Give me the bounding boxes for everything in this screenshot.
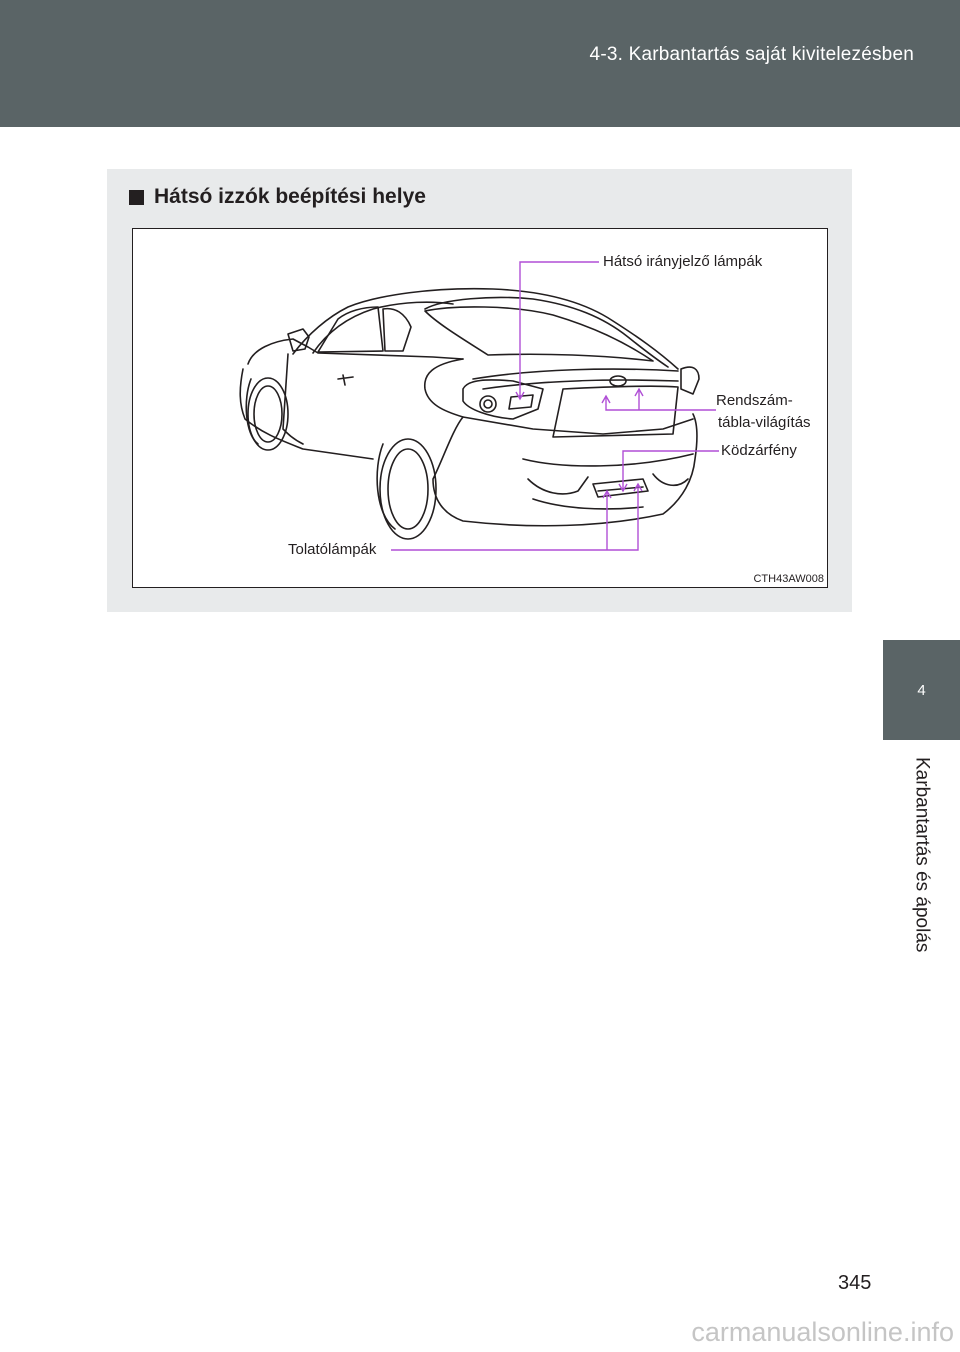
watermark: carmanualsonline.info: [691, 1317, 954, 1347]
callout-reverse-lights: Tolatólámpák: [288, 541, 377, 558]
square-bullet-icon: [129, 190, 144, 205]
callout-fog-light: Ködzárfény: [721, 442, 797, 459]
header-bar: [0, 0, 960, 127]
page-number: 345: [838, 1272, 872, 1294]
chapter-label-text: Karbantartás és ápolás: [911, 757, 933, 953]
figure-code: CTH43AW008: [753, 573, 824, 585]
callout-license-plate-line2: tábla-világítás: [718, 414, 811, 431]
chapter-tab[interactable]: [883, 640, 960, 740]
callout-license-plate-line1: Rendszám-: [716, 392, 793, 409]
chapter-tab-number: 4: [917, 682, 926, 699]
section-heading: [129, 185, 426, 209]
section-title: Hátsó izzók beépítési helye: [154, 185, 426, 208]
rear-bulb-figure: [132, 228, 828, 588]
section-box: [107, 169, 852, 612]
header-title: 4-3. Karbantartás saját kivitelezésben: [589, 44, 914, 65]
chapter-label: [883, 745, 960, 965]
callout-rear-turn-signals: Hátsó irányjelző lámpák: [603, 253, 763, 270]
